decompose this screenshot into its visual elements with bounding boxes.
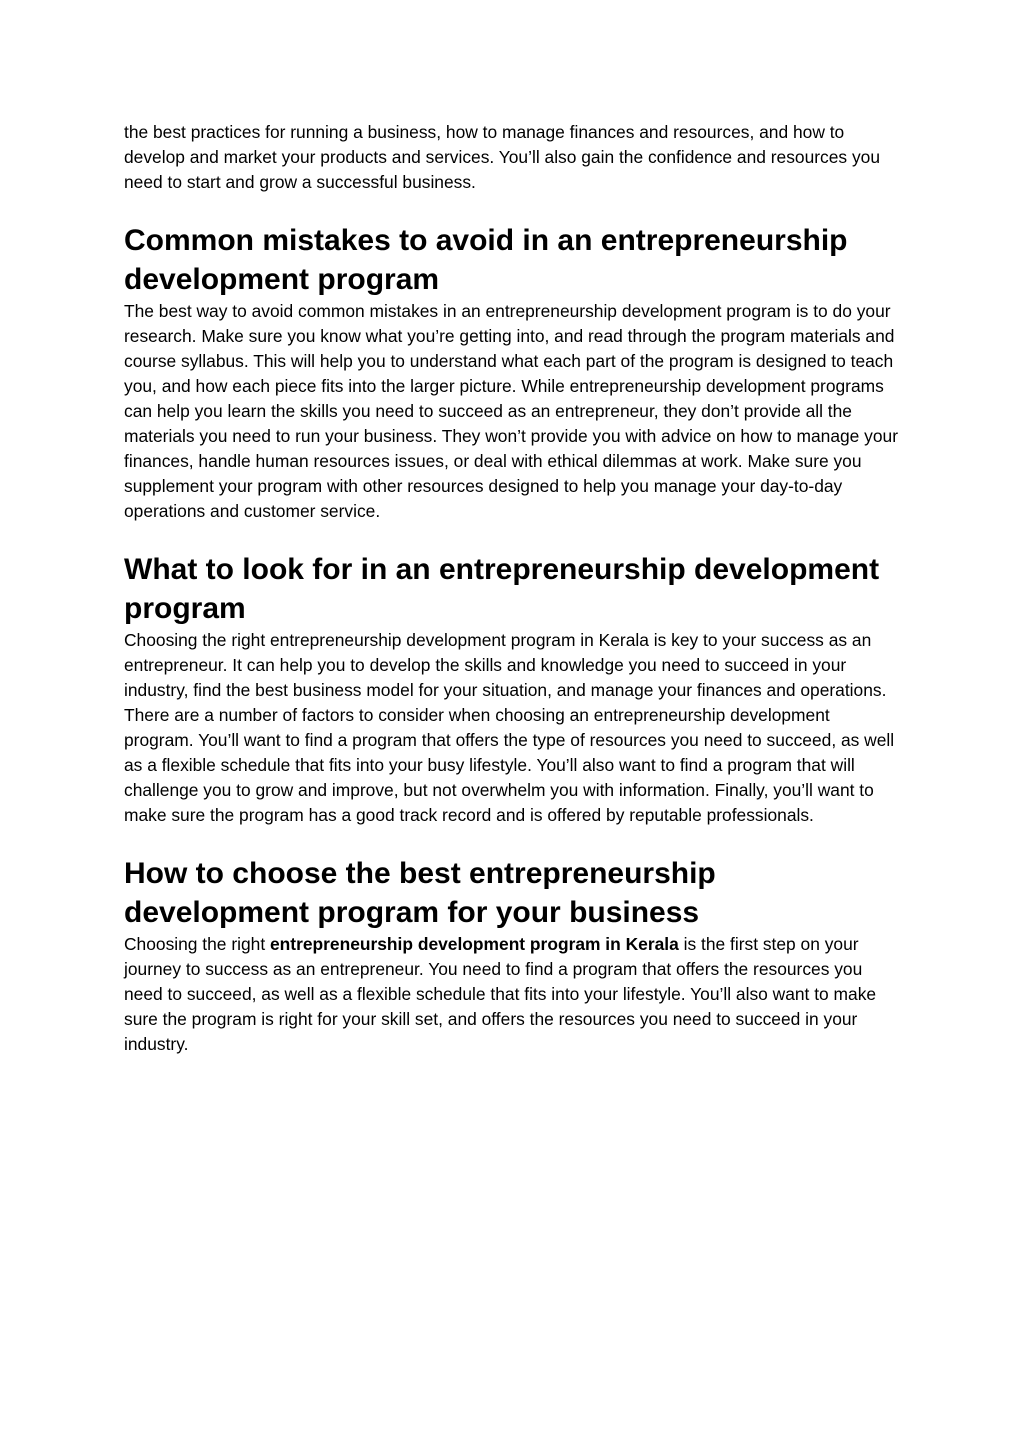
section-heading-what-to-look-for: What to look for in an entrepreneurship development program [124, 553, 880, 625]
intro-paragraph: the best practices for running a business, how to manage finances and resources, and how to develop and market your products and services. You’ll also gain the confidence and resources you need to start and grow a successful business. [124, 122, 880, 192]
section-heading-common-mistakes: Common mistakes to avoid in an entrepreneurship development program [124, 224, 848, 296]
paragraph-text-prefix: Choosing the right [124, 934, 270, 954]
bold-keyword-phrase: entrepreneurship development program in Kerala [269, 934, 679, 954]
section-heading-how-to-choose: How to choose the best entrepreneurship development program for your business [124, 857, 716, 929]
section-paragraph-common-mistakes: The best way to avoid common mistakes in an entrepreneurship development program is to do your research. Make sure you know what you’re getting into, and read through the program materials and course syllabus. This will help you to understand what each part of the program is designed to teach you, and how each piece fits into the larger picture. While entrepreneurship development programs can help you learn the skills you need to succeed as an entrepreneur, they don’t provide all the materials you need to run your business. They won’t provide you with advice on how to manage your finances, handle human resources issues, or deal with ethical dilemmas at work. Make sure you supplement your program with other resources designed to help you manage your day-to-day operations and customer service. [124, 301, 898, 521]
paragraph-text-suffix: is the first step on your journey to success as an entrepreneur. You need to find a program that offers the resources you need to succeed, as well as a flexible schedule that fits into your lifestyle. You’ll also want to make sure the program is right for your skill set, and offers the resources you need to succeed in your industry. [124, 934, 877, 1054]
document-page [124, 120, 904, 1057]
section-paragraph-what-to-look-for: Choosing the right entrepreneurship development program in Kerala is key to your success as an entrepreneur. It can help you to develop the skills and knowledge you need to succeed in your industry, find the best business model for your situation, and manage your finances and operations. There are a number of factors to consider when choosing an entrepreneurship development program. You’ll want to find a program that offers the type of resources you need to succeed, as well as a flexible schedule that fits into your busy lifestyle. You’ll also want to find a program that will challenge you to grow and improve, but not overwhelm you with information. Finally, you’ll want to make sure the program has a good track record and is offered by reputable professionals. [124, 630, 895, 825]
section-paragraph-how-to-choose [124, 932, 904, 1057]
